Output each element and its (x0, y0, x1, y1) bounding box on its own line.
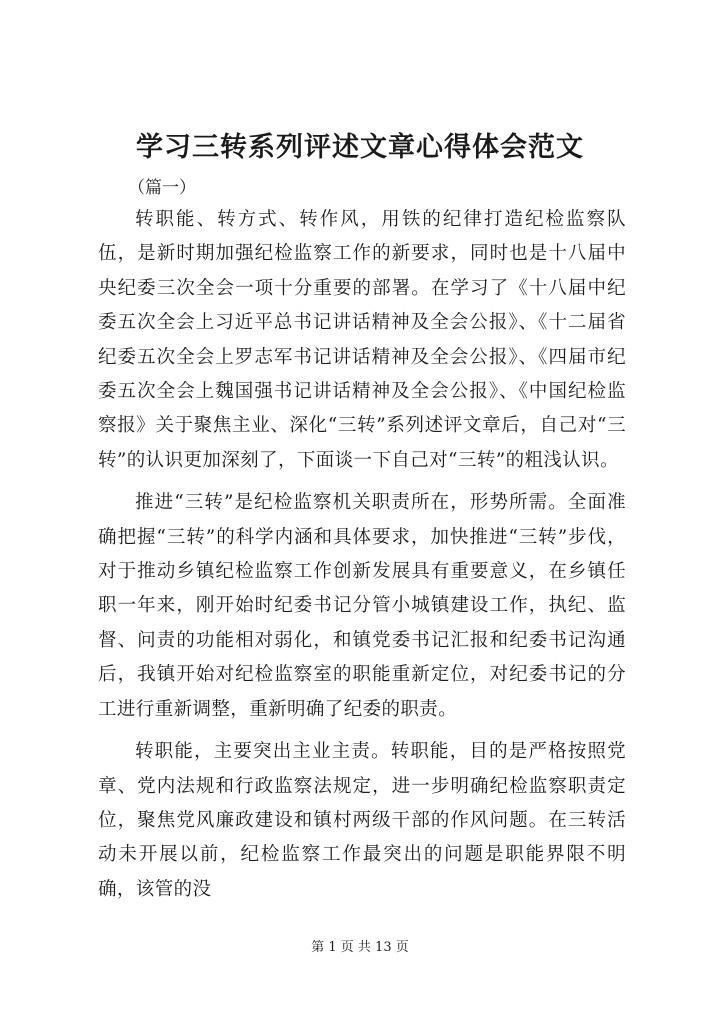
paragraph-3: 转职能，主要突出主业主责。转职能，目的是严格按照党章、党内法规和行政监察法规定，进一步明确纪检监察职责定位，聚焦党风廉政建设和镇村两级干部的作风问题。在三转活动未开展以前，纪检监察工作最突出的问题是职能界限不明确，该管的没 (98, 741, 626, 900)
paragraph-1: 转职能、转方式、转作风，用铁的纪律打造纪检监察队伍，是新时期加强纪检监察工作的新要求，同时也是十八届中央纪委三次全会一项十分重要的部署。在学习了《十八届中纪委五次全会上习近平总书记讲话精神及全会公报》、《十二届省纪委五次全会上罗志军书记讲话精神及全会公报》、《四届市纪委五次全会上魏国强书记讲话精神及全会公报》、《中国纪检监察报》关于聚焦主业、深化“三转”系列述评文章后，自己对“三转”的认识更加深刻了，下面谈一下自己对“三转”的粗浅认识。 (98, 209, 626, 471)
document-body (98, 203, 626, 907)
page-number: 第 1 页 共 13 页 (311, 940, 409, 955)
paragraph-2: 推进“三转”是纪检监察机关职责所在，形势所需。全面准确把握“三转”的科学内涵和具体要求，加快推进“三转”步伐，对于推动乡镇纪检监察工作创新发展具有重要意义，在乡镇任职一年来，刚开始时纪委书记分管小城镇建设工作，执纪、监督、问责的功能相对弱化，和镇党委书记汇报和纪委书记沟通后，我镇开始对纪检监察室的职能重新定位，对纪委书记的分工进行重新调整，重新明确了纪委的职责。 (98, 492, 626, 720)
section-label: （篇一） (128, 178, 196, 198)
page-footer (0, 938, 720, 958)
document-title: 学习三转系列评述文章心得体会范文 (136, 132, 584, 163)
